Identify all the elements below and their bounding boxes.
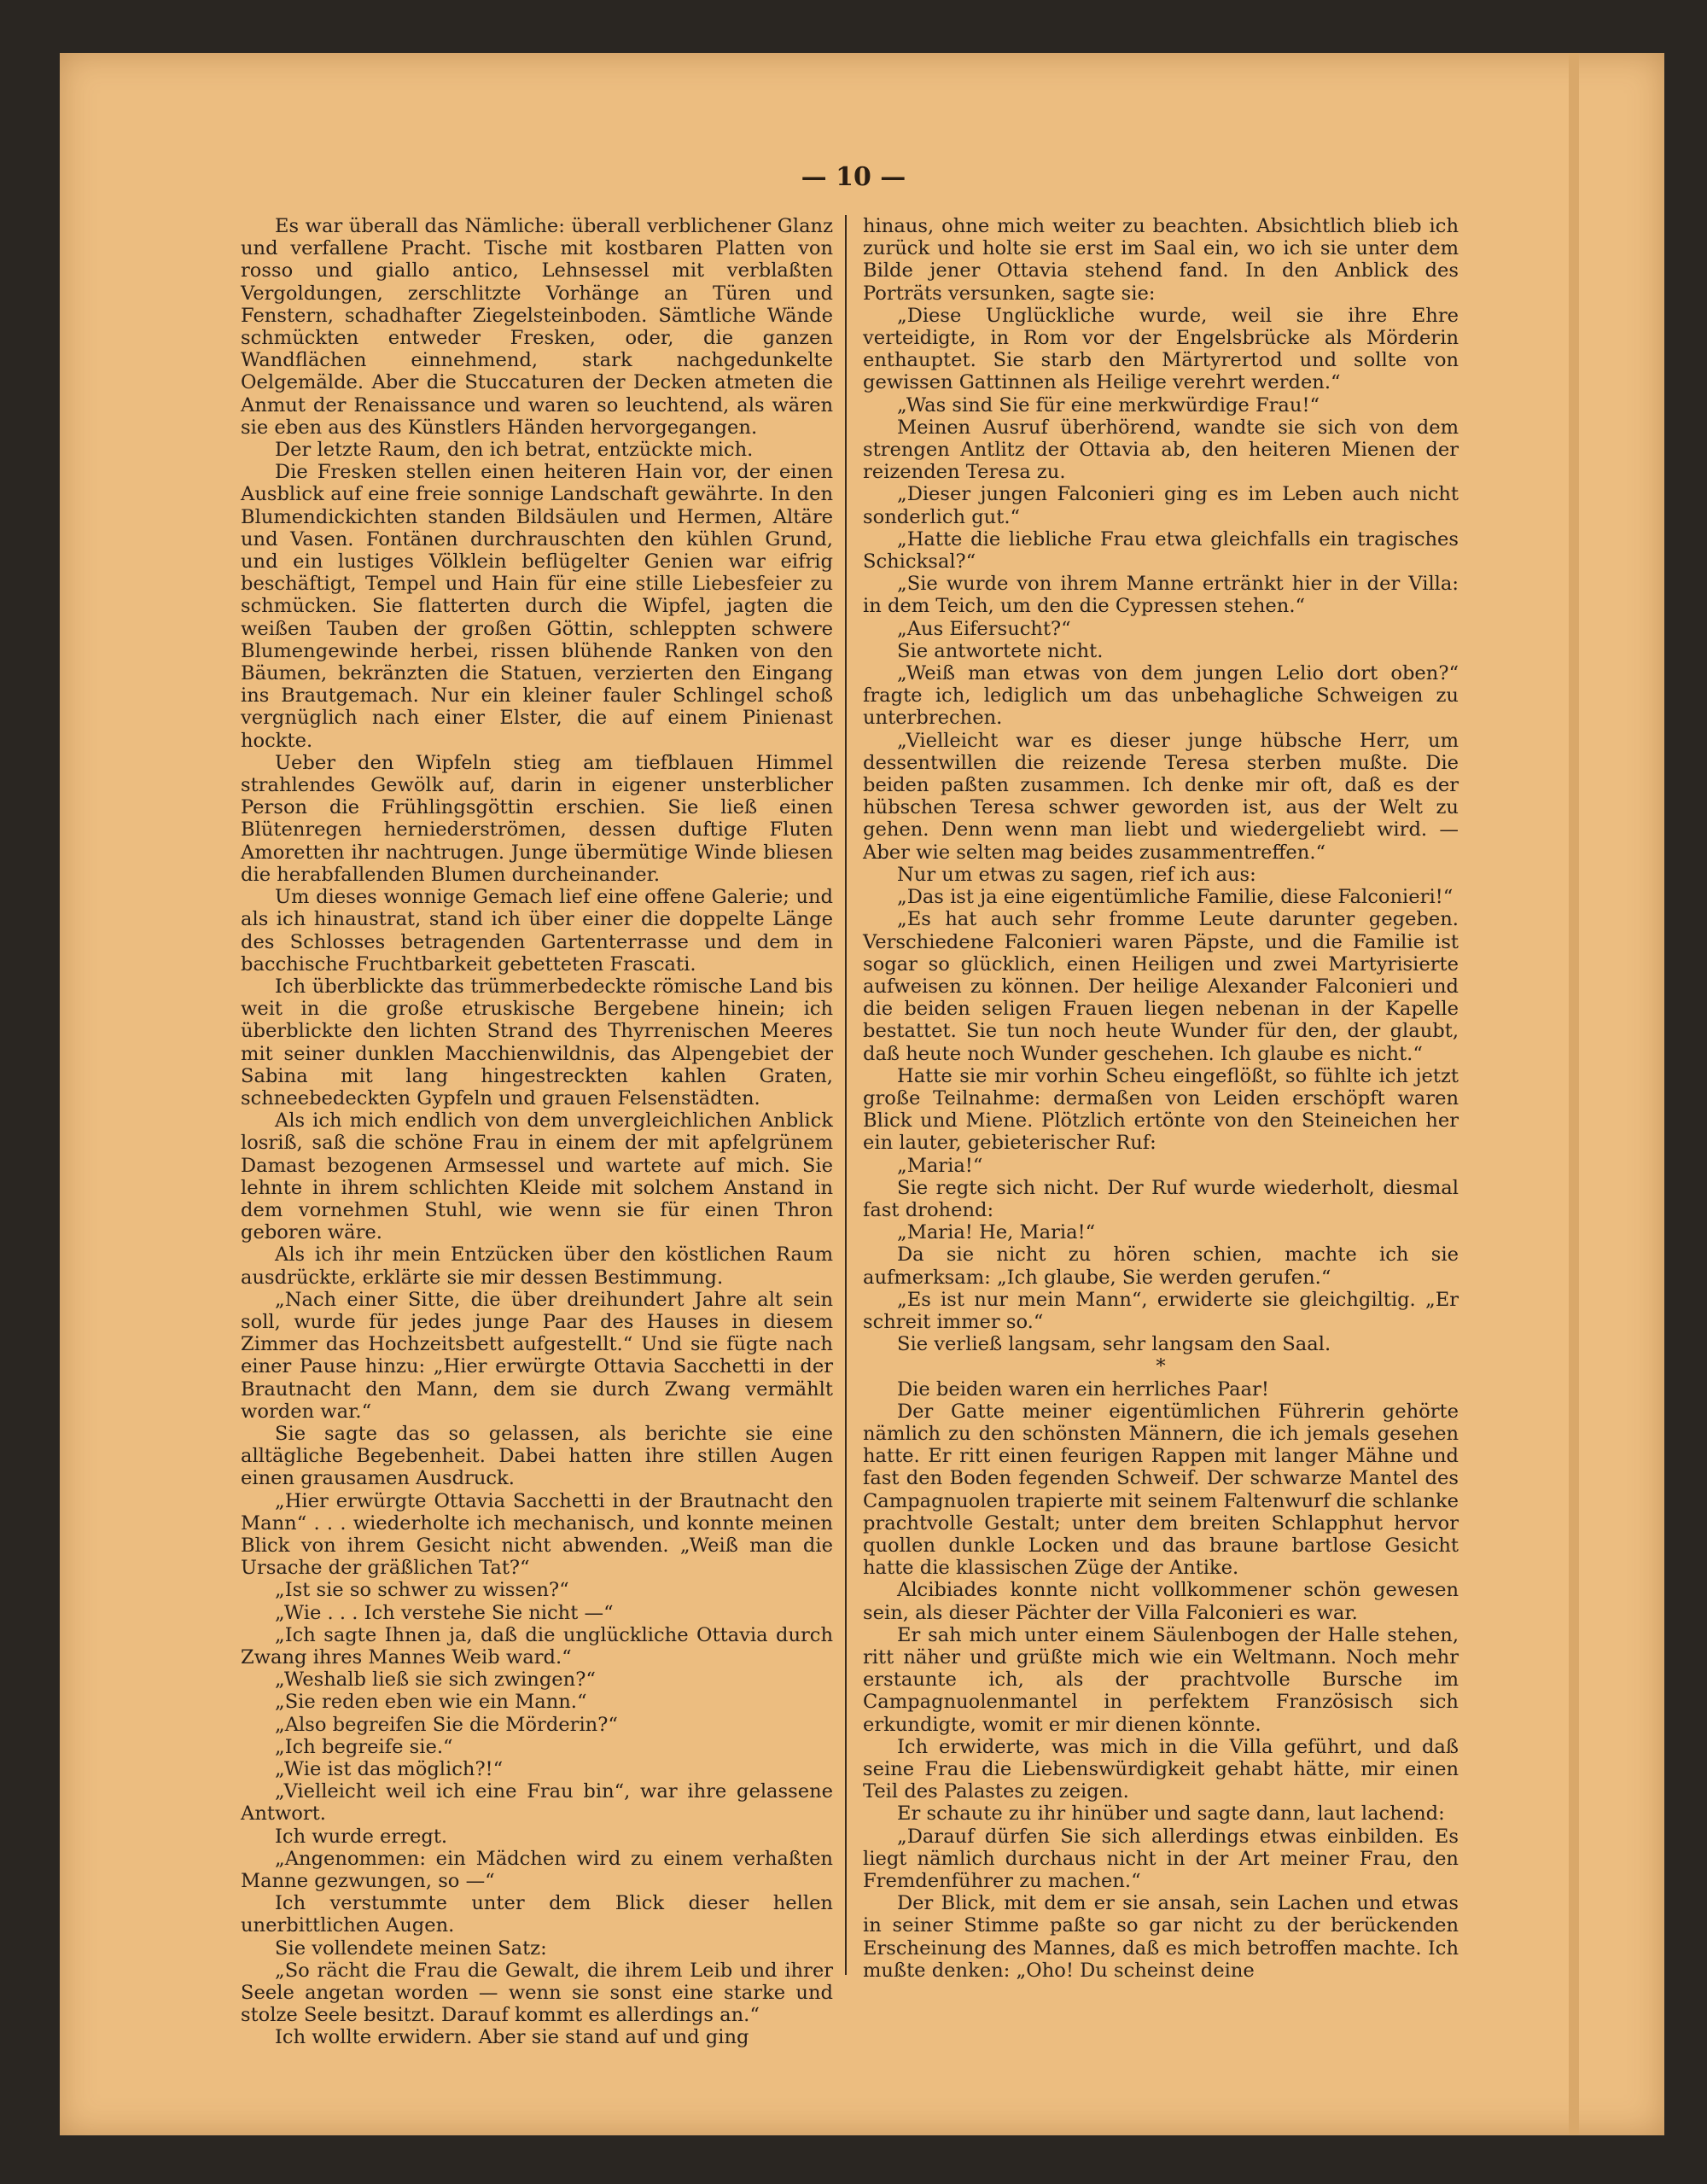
column-divider [845, 215, 847, 1975]
paragraph: Ich wollte erwidern. Aber sie stand auf und ging [275, 2026, 749, 2049]
paragraph: Die beiden waren ein herrliches Paar! [897, 1377, 1269, 1401]
paragraph: „Hatte die liebliche Frau etwa gleichfalls ein tragisches Schicksal?“ [863, 527, 1459, 574]
paragraph: Ich überblickte das trümmerbedeckte römische Land bis weit in die große etruskische Bergebene hinein; ich überblickte den lichten Strand des Thyrrenischen Meeres mit seiner dunklen Macchienwildnis, das Alpengebiet der Sabina mit lang hingestreckten kahlen Graten, schneebedeckten Gypfeln und grauen Felsenstädten. [241, 975, 833, 1109]
right-column [863, 215, 1459, 1990]
paragraph: „Maria! He, Maria!“ [897, 1221, 1096, 1244]
paragraph: „Vielleicht weil ich eine Frau bin“, war ihre gelassene Antwort. [241, 1780, 833, 1826]
paragraph: Es war überall das Nämliche: überall verblichener Glanz und verfallene Pracht. Tische mit kostbaren Platten von rosso und giallo antico, Lehnsessel mit verblaßten Vergoldungen, zerschlitzte Vorhänge an Türen und Fenstern, schadhafter Ziegelsteinboden. Sämtliche Wände schmückten entweder Fresken, oder, die ganzen Wandflächen einnehmend, stark nachgedunkelte Oelgemälde. Aber die Stuccaturen der Decken atmeten die Anmut der Renaissance und waren so leuchtend, als wären sie eben aus des Künstlers Händen hervorgegangen. [241, 215, 833, 439]
paragraph: Sie verließ langsam, sehr langsam den Saal. [897, 1333, 1331, 1356]
paragraph: Der letzte Raum, den ich betrat, entzückte mich. [275, 439, 754, 462]
paragraph: „So rächt die Frau die Gewalt, die ihrem Leib und ihrer Seele angetan worden — wenn sie sonst eine starke und stolze Seele besitzt. Darauf kommt es allerdings an.“ [241, 1959, 833, 2027]
paragraph: Sie regte sich nicht. Der Ruf wurde wiederholt, diesmal fast drohend: [863, 1176, 1459, 1221]
paragraph: „Darauf dürfen Sie sich allerdings etwas einbilden. Es liegt nämlich durchaus nicht in der Art meiner Frau, den Fremdenführer zu machen.“ [863, 1825, 1459, 1893]
paragraph: „Was sind Sie für eine merkwürdige Frau!“ [897, 393, 1320, 416]
paragraph: Ich erwiderte, was mich in die Villa geführt, und daß seine Frau die Liebenswürdigkeit gehabt hätte, mir einen Teil des Palastes zu zeigen. [863, 1735, 1459, 1803]
paragraph: Nur um etwas zu sagen, rief ich aus: [897, 863, 1256, 886]
paragraph: „Nach einer Sitte, die über dreihundert Jahre alt sein soll, wurde für jedes junge Paar des Hauses in diesem Zimmer das Hochzeitsbett aufgestellt.“ Und sie fügte nach einer Pause hinzu: „Hier erwürgte Ottavia Sacchetti in der Brautnacht den Mann, dem sie durch Zwang vermählt worden war.“ [241, 1288, 833, 1423]
paragraph: Als ich ihr mein Entzücken über den köstlichen Raum ausdrückte, erklärte sie mir dessen Bestimmung. [241, 1243, 833, 1289]
paragraph: „Also begreifen Sie die Mörderin?“ [275, 1713, 618, 1736]
paragraph: „Aus Eifersucht?“ [897, 617, 1071, 640]
paragraph: „Ist sie so schwer zu wissen?“ [275, 1579, 569, 1602]
paragraph: „Angenommen: ein Mädchen wird zu einem verhaßten Manne gezwungen, so —“ [241, 1847, 833, 1893]
paragraph: Sie vollendete meinen Satz: [275, 1936, 547, 1960]
next-page-edge [1569, 53, 1579, 2135]
paragraph: „Wie ist das möglich?!“ [275, 1758, 504, 1781]
paragraph: „Dieser jungen Falconieri ging es im Leben auch nicht sonderlich gut.“ [863, 483, 1459, 528]
paragraph: Als ich mich endlich von dem unvergleichlichen Anblick losriß, saß die schöne Frau in einem der mit apfelgrünem Damast bezogenen Armsessel und wartete auf mich. Sie lehnte in ihrem schlichten Kleide mit solchem Anstand in dem vornehmen Stuhl, wie wenn sie für einen Thron geboren wäre. [241, 1109, 833, 1244]
paragraph: hinaus, ohne mich weiter zu beachten. Absichtlich blieb ich zurück und holte sie erst im Saal ein, wo ich sie unter dem Bilde jener Ottavia stehend fand. In den Anblick des Porträts versunken, sagte sie: [863, 215, 1459, 305]
paragraph: Ich verstummte unter dem Blick dieser hellen unerbittlichen Augen. [241, 1892, 833, 1937]
paragraph: Ich wurde erregt. [275, 1825, 448, 1848]
paragraph: „Maria!“ [897, 1154, 983, 1177]
section-break: * [1156, 1355, 1166, 1378]
paragraph: Ueber den Wipfeln stieg am tiefblauen Himmel strahlendes Gewölk auf, darin in eigener unsterblicher Person die Frühlingsgöttin erschien. Sie ließ einen Blütenregen herniederströmen, dessen duftige Fluten Amoretten ihr nachtrugen. Junge übermütige Winde bliesen die herabfallenden Blumen durcheinander. [241, 751, 833, 886]
paragraph: Sie antwortete nicht. [897, 639, 1104, 662]
paragraph: Da sie nicht zu hören schien, machte ich sie aufmerksam: „Ich glaube, Sie werden gerufen.“ [863, 1243, 1459, 1289]
paragraph: „Diese Unglückliche wurde, weil sie ihre Ehre verteidigte, in Rom vor der Engelsbrücke als Mörderin enthauptet. Sie starb den Märtyrertod und sollte von gewissen Gattinnen als Heilige verehrt werden.“ [863, 304, 1459, 394]
paragraph: „Ich begreife sie.“ [275, 1735, 453, 1758]
paragraph: „Sie reden eben wie ein Mann.“ [275, 1691, 587, 1714]
paragraph: Hatte sie mir vorhin Scheu eingeflößt, so fühlte ich jetzt große Teilnahme: dermaßen von Leiden erschöpft waren Blick und Miene. Plötzlich ertönte von den Steineichen her ein lauter, gebieterischer Ruf: [863, 1064, 1459, 1155]
paragraph: „Es ist nur mein Mann“, erwiderte sie gleichgiltig. „Er schreit immer so.“ [863, 1288, 1459, 1333]
page-number: — 10 — [801, 162, 906, 192]
paragraph: Um dieses wonnige Gemach lief eine offene Galerie; und als ich hinaustrat, stand ich über einer die doppelte Länge des Schlosses betragenden Gartenterrasse und dem in bacchische Fruchtbarkeit gebetteten Frascati. [241, 886, 833, 976]
paragraph: Sie sagte das so gelassen, als berichte sie eine alltägliche Begebenheit. Dabei hatten ihre stillen Augen einen grausamen Ausdruck. [241, 1422, 833, 1490]
paragraph: „Weshalb ließ sie sich zwingen?“ [275, 1669, 596, 1692]
paragraph: Er sah mich unter einem Säulenbogen der Halle stehen, ritt näher und grüßte mich wie ein Weltmann. Noch mehr erstaunte ich, als der prachtvolle Bursche im Campagnuolenmantel in perfektem Französisch sich erkundigte, womit er mir dienen könnte. [863, 1623, 1459, 1736]
paragraph: „Sie wurde von ihrem Manne ertränkt hier in der Villa: in dem Teich, um den die Cypressen stehen.“ [863, 573, 1459, 618]
left-column [241, 215, 833, 2049]
paragraph: „Es hat auch sehr fromme Leute darunter gegeben. Verschiedene Falconieri waren Päpste, und die Familie ist sogar so glücklich, einen Heiligen und zwei Martyrisierte aufweisen zu können. Der heilige Alexander Falconieri und die beiden seligen Frauen liegen nebenan in der Kapelle bestattet. Sie tun noch heute Wunder für den, der glaubt, daß heute noch Wunder geschehen. Ich glaube es nicht.“ [863, 908, 1459, 1065]
paragraph: „Das ist ja eine eigentümliche Familie, diese Falconieri!“ [897, 886, 1454, 909]
paragraph: Der Gatte meiner eigentümlichen Führerin gehörte nämlich zu den schönsten Männern, die ich jemals gesehen hatte. Er ritt einen feurigen Rappen mit langer Mähne und fast den Boden fegenden Schweif. Der schwarze Mantel des Campagnuolen trapierte mit seinem Faltenwurf die schlanke prachtvolle Gestalt; unter dem breiten Schlapphut hervor quollen dunkle Locken und das braune bartlose Gesicht hatte die klassischen Züge der Antike. [863, 1400, 1459, 1580]
paragraph: Der Blick, mit dem er sie ansah, sein Lachen und etwas in seiner Stimme paßte so gar nicht zu der berückenden Erscheinung des Mannes, daß es mich betroffen machte. Ich mußte denken: „Oho! Du scheinst deine [863, 1892, 1459, 1982]
paragraph: „Weiß man etwas von dem jungen Lelio dort oben?“ fragte ich, lediglich um das unbehagliche Schweigen zu unterbrechen. [863, 662, 1459, 730]
paragraph: Er schaute zu ihr hinüber und sagte dann, laut lachend: [897, 1803, 1445, 1826]
paragraph: „Ich sagte Ihnen ja, daß die unglückliche Ottavia durch Zwang ihres Mannes Weib ward.“ [241, 1623, 833, 1669]
paragraph: Die Fresken stellen einen heiteren Hain vor, der einen Ausblick auf eine freie sonnige Landschaft gewährte. In den Blumendickichten standen Bildsäulen und Hermen, Altäre und Vasen. Fontänen durchrauschten den kühlen Grund, und ein lustiges Völklein beflügelter Genien war eifrig beschäftigt, Tempel und Hain für eine stille Liebesfeier zu schmücken. Sie flatterten durch die Wipfel, jagten die weißen Tauben der großen Göttin, schleppten schwere Blumengewinde herbei, rissen blühende Ranken von den Bäumen, bekränzten die Statuen, verzierten den Eingang ins Brautgemach. Nur ein kleiner fauler Schlingel schoß vergnüglich nach einer Elster, die auf einem Pinienast hockte. [241, 461, 833, 752]
paragraph: „Vielleicht war es dieser junge hübsche Herr, um dessentwillen die reizende Teresa sterben mußte. Die beiden paßten zusammen. Ich denke mir oft, daß es der hübschen Teresa schwer geworden ist, aus der Welt zu gehen. Denn wenn man liebt und wiedergeliebt wird. — Aber wie selten mag beides zusammentreffen.“ [863, 729, 1459, 864]
paragraph: „Hier erwürgte Ottavia Sacchetti in der Brautnacht den Mann“ . . . wiederholte ich mechanisch, und konnte meinen Blick von ihrem Gesicht nicht abwenden. „Weiß man die Ursache der gräßlichen Tat?“ [241, 1489, 833, 1580]
paragraph: Meinen Ausruf überhörend, wandte sie sich von dem strengen Antlitz der Ottavia ab, den heiteren Mienen der reizenden Teresa zu. [863, 416, 1459, 484]
paragraph: Alcibiades konnte nicht vollkommener schön gewesen sein, als dieser Pächter der Villa Falconieri es war. [863, 1579, 1459, 1624]
paragraph: „Wie . . . Ich verstehe Sie nicht —“ [275, 1601, 614, 1624]
